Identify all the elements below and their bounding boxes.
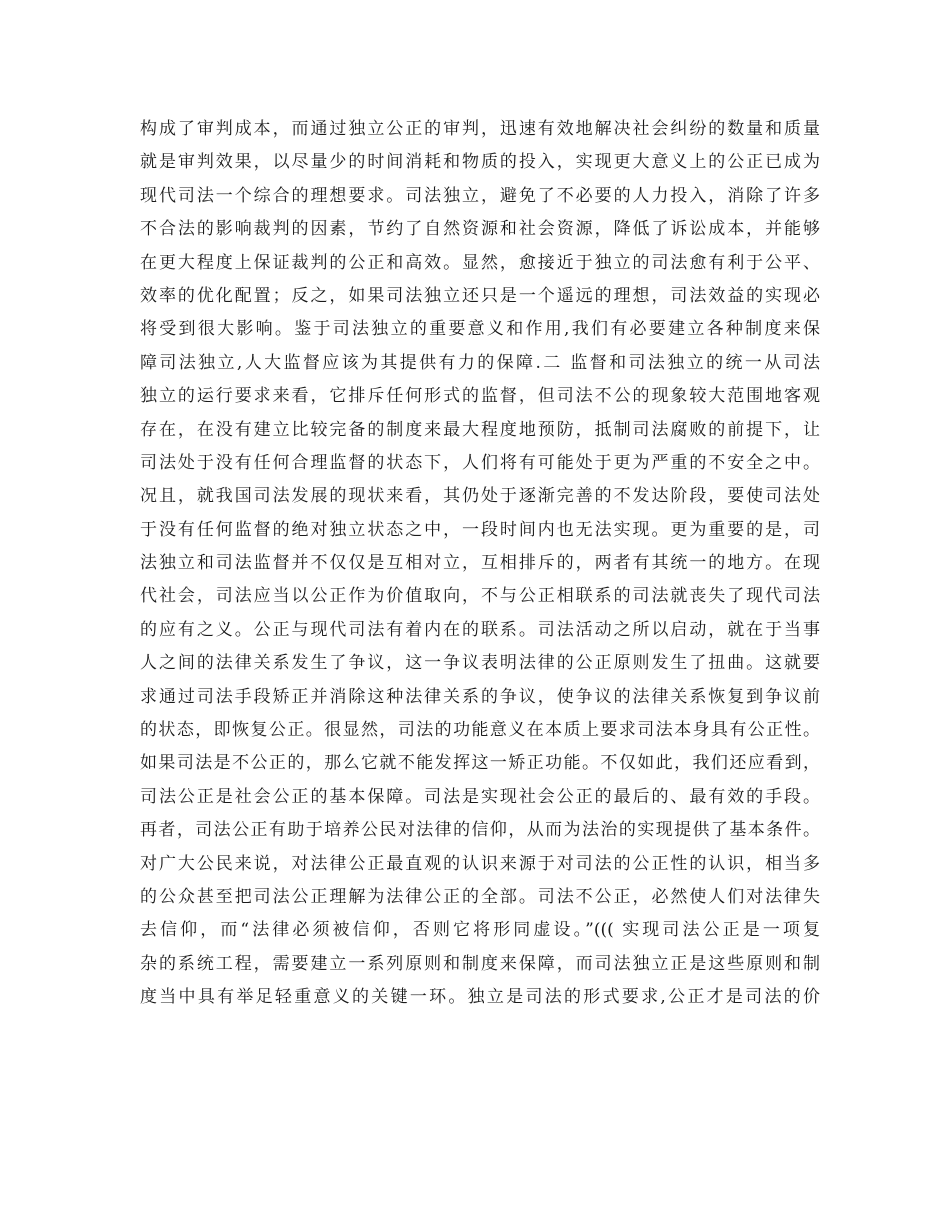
text-line: 障司法独立,人大监督应该为其提供有力的保障.二 监督和司法独立的统一从司法 <box>140 352 820 373</box>
text-line: 代社会，司法应当以公正作为价值取向，不与公正相联系的司法就丧失了现代司法 <box>140 586 820 607</box>
text-line: 去信仰，而“法律必须被信仰，否则它将形同虚设。”((( 实现司法公正是一项复 <box>140 920 820 941</box>
text-line: 杂的系统工程，需要建立一系列原则和制度来保障，而司法独立正是这些原则和制 <box>140 953 820 974</box>
text-line: 的状态，即恢复公正。很显然，司法的功能意义在本质上要求司法本身具有公正性。 <box>140 720 820 741</box>
body-text <box>140 113 820 1015</box>
text-line: 法独立和司法监督并不仅仅是互相对立，互相排斥的，两者有其统一的地方。在现 <box>140 553 820 574</box>
text-line: 的应有之义。公正与现代司法有着内在的联系。司法活动之所以启动，就在于当事 <box>140 619 820 640</box>
text-line: 将受到很大影响。鉴于司法独立的重要意义和作用,我们有必要建立各种制度来保 <box>140 319 820 340</box>
text-line: 存在，在没有建立比较完备的制度来最大程度地预防，抵制司法腐败的前提下，让 <box>140 419 820 440</box>
text-line: 人之间的法律关系发生了争议，这一争议表明法律的公正原则发生了扭曲。这就要 <box>140 653 820 674</box>
text-line: 求通过司法手段矫正并消除这种法律关系的争议，使争议的法律关系恢复到争议前 <box>140 686 820 707</box>
text-line: 就是审判效果，以尽量少的时间消耗和物质的投入，实现更大意义上的公正已成为 <box>140 152 820 173</box>
text-line: 如果司法是不公正的，那么它就不能发挥这一矫正功能。不仅如此，我们还应看到， <box>140 753 820 774</box>
text-line: 的公众甚至把司法公正理解为法律公正的全部。司法不公正，必然使人们对法律失 <box>140 886 820 907</box>
text-line: 再者，司法公正有助于培养公民对法律的信仰，从而为法治的实现提供了基本条件。 <box>140 820 820 841</box>
text-line: 独立的运行要求来看，它排斥任何形式的监督，但司法不公的现象较大范围地客观 <box>140 386 820 407</box>
text-line: 于没有任何监督的绝对独立状态之中，一段时间内也无法实现。更为重要的是，司 <box>140 519 820 540</box>
text-line: 司法处于没有任何合理监督的状态下，人们将有可能处于更为严重的不安全之中。 <box>140 452 820 473</box>
text-line: 度当中具有举足轻重意义的关键一环。独立是司法的形式要求,公正才是司法的价 <box>140 987 820 1008</box>
text-line: 对广大公民来说，对法律公正最直观的认识来源于对司法的公正性的认识，相当多 <box>140 853 820 874</box>
text-line: 司法公正是社会公正的基本保障。司法是实现社会公正的最后的、最有效的手段。 <box>140 786 820 807</box>
text-line: 不合法的影响裁判的因素，节约了自然资源和社会资源，降低了诉讼成本，并能够 <box>140 219 820 240</box>
text-line: 在更大程度上保证裁判的公正和高效。显然，愈接近于独立的司法愈有利于公平、 <box>140 252 820 273</box>
text-line: 效率的优化配置；反之，如果司法独立还只是一个遥远的理想，司法效益的实现必 <box>140 285 820 306</box>
text-line: 况且，就我国司法发展的现状来看，其仍处于逐渐完善的不发达阶段，要使司法处 <box>140 486 820 507</box>
text-line: 构成了审判成本，而通过独立公正的审判，迅速有效地解决社会纠纷的数量和质量 <box>140 119 820 139</box>
text-line: 现代司法一个综合的理想要求。司法独立，避免了不必要的人力投入，消除了许多 <box>140 185 820 206</box>
